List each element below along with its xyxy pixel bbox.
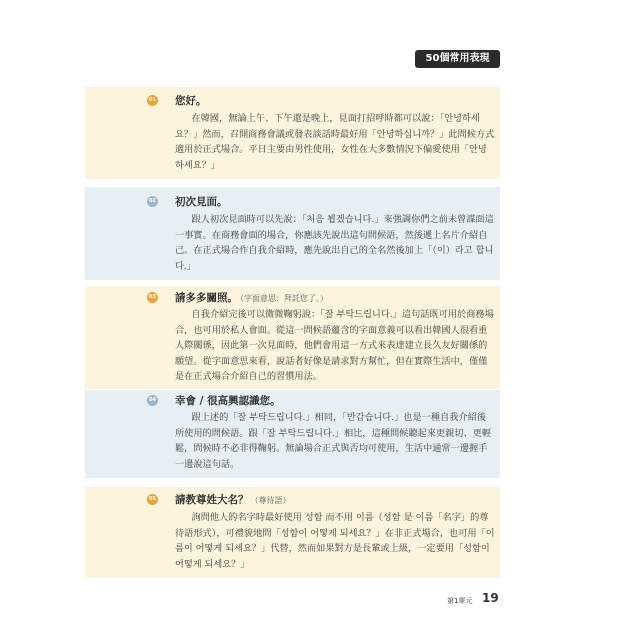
section-body [175, 212, 495, 274]
section-title [175, 393, 283, 408]
section-title-text: 請多多關照。 [175, 292, 238, 304]
section-04 [85, 390, 500, 478]
section-title [175, 492, 291, 507]
section-body [175, 410, 495, 472]
section-title-text: 初次見面。 [175, 196, 228, 208]
section-01 [85, 87, 500, 179]
section-subtitle: （字面意思：拜託您了。） [240, 294, 328, 303]
section-title-text: 請教尊姓大名？ [175, 494, 249, 506]
section-number-badge: 01 [147, 95, 158, 106]
page-number: 19 [482, 591, 499, 605]
section-body-text: 自我介紹完後可以微微鞠躬說：「잘 부탁드립니다.」這句話既可用於商務場合，也可用於私人會面。從這一問候語蘊含的字面意義可以看出韓國人很看重人際關係，因此第一次見面時，他們會用這一方式來表達建立長久友好關係的願望。從字面意思來看，說話者好像是請求對方幫忙，但在實際生活中，僅僅是在正式場合介紹自己的習慣用法。 [175, 309, 494, 382]
section-05 [85, 487, 500, 578]
section-body-text: 跟上述的「잘 부탁드립니다.」相同，「반갑습니다.」也是一種自我介紹後所使用的問候語。跟「잘 부탁드립니다.」相比，這種問候聽起來更親切、更輕鬆，問候時不必非得鞠躬。無論場合正式與否均可使用，生活中通常一邊握手一邊說這句話。 [175, 412, 492, 470]
chapter-badge: 50個常用表現 [415, 50, 500, 68]
section-title [175, 194, 230, 209]
section-subtitle: （尊待語） [250, 496, 291, 505]
section-number-badge: 02 [147, 196, 158, 207]
section-number-badge: 05 [147, 494, 158, 505]
section-body-text: 詢問他人的名字時最好使用 성함 而不用 이름（성함 是 이름「名字」的尊待語形式），可禮貌地問「성함이 어떻게 되세요？」在非正式場合，也可用「이름이 어떻게 되세요？」代替，然而如果對方是長輩或上級，一定要用「성함이 어떻게 되세요？」 [175, 512, 495, 570]
section-03 [85, 286, 500, 389]
section-body [175, 111, 495, 173]
section-title-text: 您好。 [175, 95, 207, 107]
section-02 [85, 187, 500, 280]
section-number-badge: 03 [147, 292, 158, 303]
unit-label: 第1單元 [447, 597, 473, 605]
section-body [175, 307, 495, 385]
section-body-text: 跟人初次見面時可以先說：「처음 뵙겠습니다.」來強調你們之前未曾謀面這一事實。在商務會面的場合，你應該先說出這句問候語，然後遞上名片介紹自己。在正式場合作自我介紹時，應先說出自己的全名然後加上「（이）라고 합니다.」 [175, 214, 494, 272]
section-title [175, 93, 209, 108]
section-body [175, 510, 495, 572]
section-body-text: 在韓國，無論上午、下午還是晚上，見面打招呼時都可以說：「안녕하세요？」然而，召開商務會議或發表談話時最好用「안녕하십니까？」此問候方式適用於正式場合。平日主要由男性使用，女性在大多數情況下偏愛使用「안녕하세요？」 [175, 113, 495, 171]
section-title-text: 幸會 / 很高興認識您。 [175, 395, 281, 407]
section-number-badge: 04 [147, 395, 158, 406]
section-title [175, 290, 328, 305]
